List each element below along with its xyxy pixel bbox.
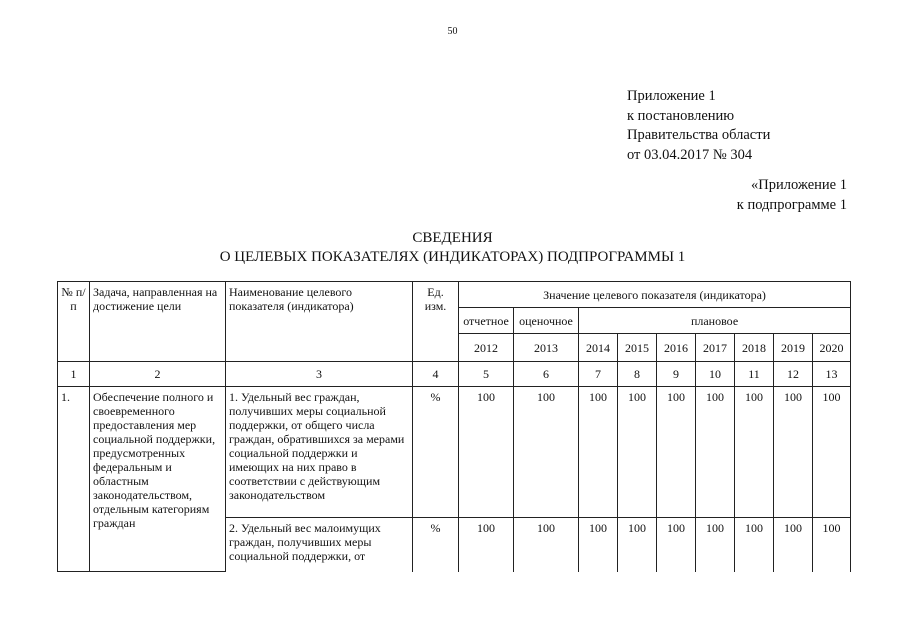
- header-year: 2019: [774, 334, 813, 362]
- header-planned: плановое: [579, 308, 851, 334]
- indicator-value: 100: [579, 387, 618, 518]
- indicator-value: 100: [459, 518, 514, 572]
- title-line-2: О ЦЕЛЕВЫХ ПОКАЗАТЕЛЯХ (ИНДИКАТОРАХ) ПОДПРОГРАММЫ 1: [219, 249, 686, 265]
- header-value-group: Значение целевого показателя (индикатора): [459, 282, 851, 308]
- indicator-value: 100: [657, 518, 696, 572]
- appendix-sub-line: к подпрограмме 1: [736, 196, 847, 213]
- header-estimated: оценочное: [514, 308, 579, 334]
- indicator-value: 100: [657, 387, 696, 518]
- header-year: 2014: [579, 334, 618, 362]
- indicator-value: 100: [514, 387, 579, 518]
- column-number: 10: [696, 362, 735, 387]
- header-year: 2013: [514, 334, 579, 362]
- header-indicator: Наименование целевого показателя (индикатора): [226, 282, 413, 362]
- column-number: 1: [58, 362, 90, 387]
- column-number: 13: [813, 362, 851, 387]
- column-number: 8: [618, 362, 657, 387]
- column-number: 7: [579, 362, 618, 387]
- page-number: 50: [447, 26, 458, 37]
- column-number: 3: [226, 362, 413, 387]
- appendix-line: Правительства области: [627, 127, 771, 143]
- row-task: Обеспечение полного и своевременного предоставления мер социальной поддержки, предусмотренных федеральным и областным законодательством, отдельным категориям граждан: [90, 387, 226, 572]
- indicator-value: 100: [774, 387, 813, 518]
- title-line-1: СВЕДЕНИЯ: [412, 230, 493, 246]
- header-year: 2016: [657, 334, 696, 362]
- indicator-name: 1. Удельный вес граждан, получивших меры социальной поддержки, от общего числа граждан, обратившихся за мерами социальной поддержки и имеющих на них право в соответствии с действующим законодательством: [226, 387, 413, 518]
- indicator-value: 100: [514, 518, 579, 572]
- column-number: 5: [459, 362, 514, 387]
- indicator-value: 100: [618, 518, 657, 572]
- appendix-subprogram: [737, 176, 847, 215]
- column-number: 6: [514, 362, 579, 387]
- header-unit: Ед. изм.: [413, 282, 459, 362]
- header-num: № п/п: [58, 282, 90, 362]
- document-title: [0, 229, 905, 267]
- appendix-header: [627, 87, 770, 165]
- column-number: 12: [774, 362, 813, 387]
- column-number: 4: [413, 362, 459, 387]
- indicator-value: 100: [813, 387, 851, 518]
- indicator-value: 100: [459, 387, 514, 518]
- row-number: 1.: [58, 387, 90, 572]
- header-year: 2015: [618, 334, 657, 362]
- indicator-value: 100: [696, 518, 735, 572]
- header-year: 2018: [735, 334, 774, 362]
- table-row: [58, 387, 851, 518]
- indicator-value: 100: [696, 387, 735, 518]
- header-task: Задача, направленная на достижение цели: [90, 282, 226, 362]
- header-reported: отчетное: [459, 308, 514, 334]
- indicator-unit: %: [413, 518, 459, 572]
- indicator-unit: %: [413, 387, 459, 518]
- column-number: 9: [657, 362, 696, 387]
- header-year: 2012: [459, 334, 514, 362]
- header-year: 2020: [813, 334, 851, 362]
- indicator-name: 2. Удельный вес малоимущих граждан, получивших меры социальной поддержки, от: [226, 518, 413, 572]
- column-number: 11: [735, 362, 774, 387]
- indicator-value: 100: [579, 518, 618, 572]
- appendix-sub-line: «Приложение 1: [751, 177, 847, 193]
- indicator-value: 100: [774, 518, 813, 572]
- header-year: 2017: [696, 334, 735, 362]
- indicator-value: 100: [813, 518, 851, 572]
- appendix-line: Приложение 1: [627, 88, 716, 104]
- appendix-line: к постановлению: [627, 107, 735, 124]
- indicators-table: [57, 281, 851, 572]
- indicator-value: 100: [735, 518, 774, 572]
- appendix-line: от 03.04.2017 № 304: [627, 146, 753, 163]
- indicator-value: 100: [735, 387, 774, 518]
- indicator-value: 100: [618, 387, 657, 518]
- column-number: 2: [90, 362, 226, 387]
